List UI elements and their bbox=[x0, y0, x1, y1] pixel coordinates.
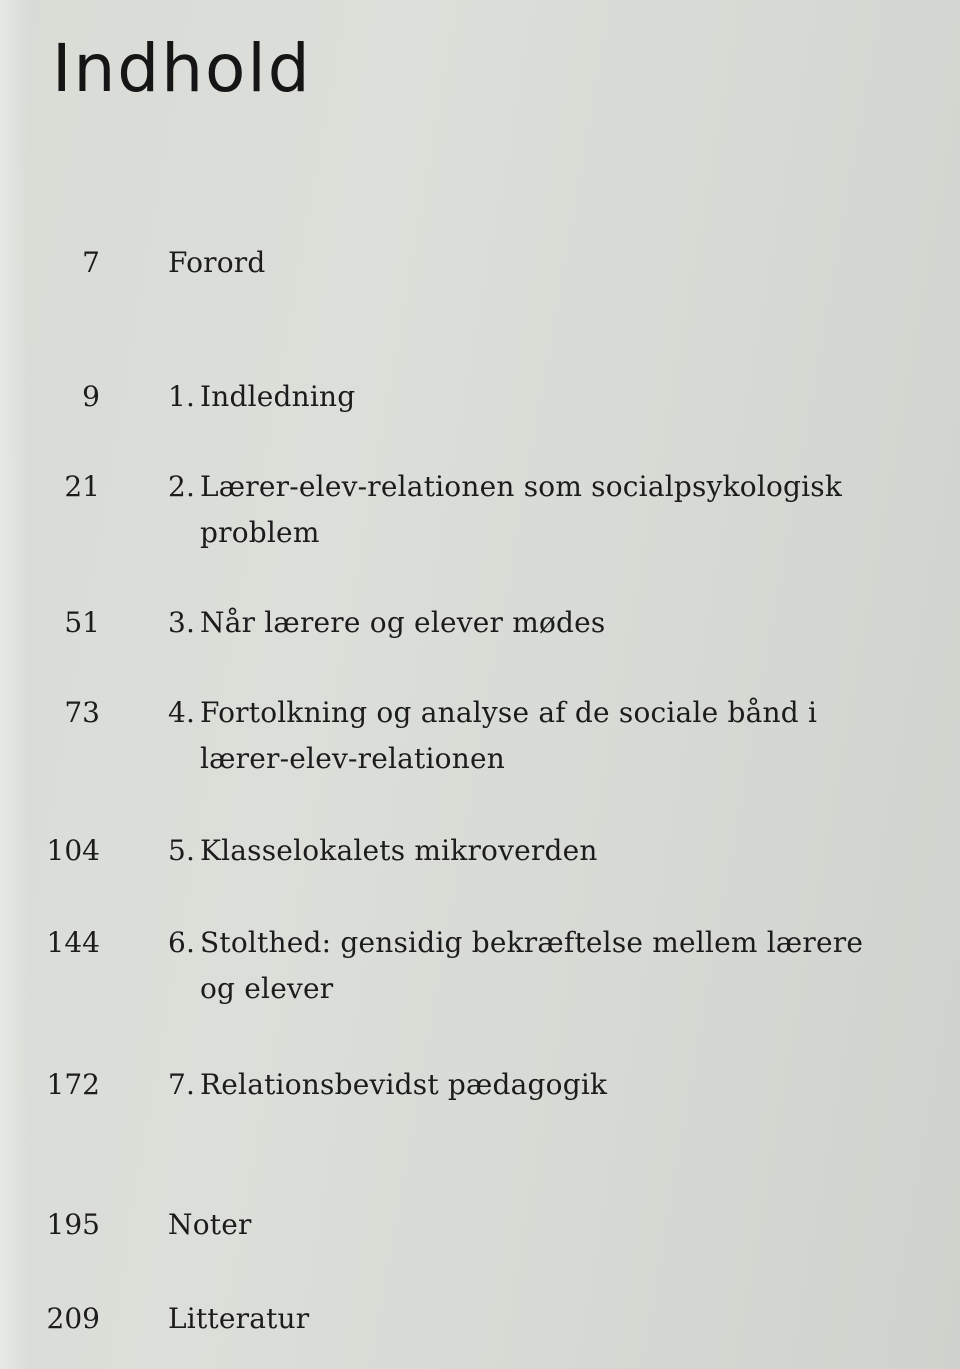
toc-title bbox=[168, 1202, 868, 1248]
toc-title-text: Lærer-elev-relationen som socialpsykologisk bbox=[200, 470, 843, 503]
toc-title bbox=[168, 1062, 868, 1108]
toc-page-number: 195 bbox=[46, 1208, 100, 1241]
toc-title bbox=[168, 240, 868, 286]
toc-chapter-number: 7. bbox=[168, 1068, 196, 1101]
toc-chapter-number: 5. bbox=[168, 834, 196, 867]
toc-title-text: Klasselokalets mikroverden bbox=[200, 834, 598, 867]
toc-title-text: Indledning bbox=[200, 380, 356, 413]
toc-chapter-number: 6. bbox=[168, 926, 196, 959]
toc-title-continuation: lærer-elev-relationen bbox=[200, 742, 505, 775]
page-title: Indhold bbox=[52, 30, 312, 107]
toc-title-continuation: problem bbox=[200, 516, 320, 549]
toc-chapter-number: 4. bbox=[168, 696, 196, 729]
toc-chapter-number: 2. bbox=[168, 470, 196, 503]
toc-chapter-number: 3. bbox=[168, 606, 196, 639]
toc-title-text: Litteratur bbox=[168, 1302, 310, 1335]
toc-title-text: Forord bbox=[168, 246, 266, 279]
toc-title bbox=[168, 1296, 868, 1342]
toc-title bbox=[168, 464, 868, 556]
toc-title-text: Når lærere og elever mødes bbox=[200, 606, 606, 639]
toc-page-number: 172 bbox=[46, 1068, 100, 1101]
toc-title bbox=[168, 920, 868, 1012]
toc-page-number: 51 bbox=[64, 606, 100, 639]
toc-page-number: 209 bbox=[46, 1302, 100, 1335]
toc-title-text: Fortolkning og analyse af de sociale bånd i bbox=[200, 696, 818, 729]
toc-page-number: 104 bbox=[46, 834, 100, 867]
toc-page-number: 21 bbox=[64, 470, 100, 503]
toc-title bbox=[168, 600, 868, 646]
toc-page-number: 144 bbox=[46, 926, 100, 959]
toc-title bbox=[168, 690, 868, 782]
toc-page-number: 7 bbox=[82, 246, 100, 279]
toc-page-number: 9 bbox=[82, 380, 100, 413]
toc-title-text: Noter bbox=[168, 1208, 252, 1241]
toc-title-text: Relationsbevidst pædagogik bbox=[200, 1068, 608, 1101]
toc-title bbox=[168, 828, 868, 874]
toc-page-number: 73 bbox=[64, 696, 100, 729]
page-edge-shade bbox=[0, 0, 28, 1369]
toc-title-text: Stolthed: gensidig bekræftelse mellem lærere bbox=[200, 926, 864, 959]
toc-title bbox=[168, 374, 868, 420]
toc-chapter-number: 1. bbox=[168, 380, 196, 413]
toc-title-continuation: og elever bbox=[200, 972, 334, 1005]
